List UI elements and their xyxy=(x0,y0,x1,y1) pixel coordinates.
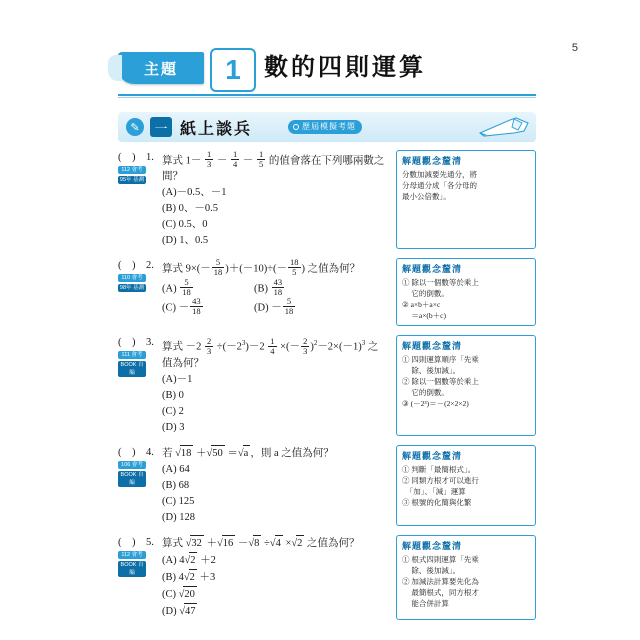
option-list xyxy=(162,552,386,620)
option-item[interactable]: (C) √20 xyxy=(162,586,386,603)
option-row xyxy=(162,278,386,297)
option-item[interactable]: (C) 125 xyxy=(162,496,195,508)
question-item xyxy=(118,150,386,249)
question-text: 算式 9×(－ $\frac{5}{18}$ )＋(－10)÷(－ $\frac{18}{5}$ ) 之值為何？ xyxy=(162,257,361,278)
section-badge: 一 xyxy=(150,117,172,137)
question-tags xyxy=(118,461,152,489)
option-item[interactable]: (D) 3 xyxy=(162,421,185,433)
note-line: ② a×b＋a×c xyxy=(402,300,441,309)
question-item xyxy=(118,535,386,620)
concept-note xyxy=(396,335,536,436)
question-number: 2. xyxy=(146,260,154,272)
question-list xyxy=(118,150,386,629)
option-list xyxy=(162,185,386,249)
exam-tag: 110 會考 xyxy=(118,274,146,282)
option-item[interactable]: (D) － $\frac{5}{18}$ xyxy=(254,296,294,317)
question-tags xyxy=(118,351,152,379)
note-line: 除、後加減」。 xyxy=(402,366,461,375)
note-line: 它的倒數。 xyxy=(402,289,449,298)
option-item[interactable]: (A)－0.5、－1 xyxy=(162,187,227,199)
option-item[interactable]: (A) 64 xyxy=(162,464,190,476)
answer-blank[interactable]: ( ) xyxy=(118,260,136,272)
option-item[interactable]: (B) $\frac{43}{18}$ xyxy=(254,276,283,297)
note-line: 最小公倍數」。 xyxy=(402,192,451,201)
note-line: ＝a×(b＋c) xyxy=(402,311,447,320)
question-head xyxy=(118,335,386,372)
question-item xyxy=(118,445,386,526)
note-title: 解題觀念釐清 xyxy=(402,264,463,274)
exam-tag: 106 會考 xyxy=(118,461,146,469)
question-number: 1. xyxy=(146,152,154,163)
option-item[interactable]: (C) 2 xyxy=(162,405,184,417)
exam-tag: BOOK 自編 xyxy=(118,361,146,377)
note-title: 解題觀念釐清 xyxy=(402,156,463,166)
note-line: 除、後加減」。 xyxy=(402,566,461,575)
question-text: 若 √18 ＋√50 ＝√a ，則 a 之值為何？ xyxy=(162,445,386,462)
concept-note xyxy=(396,445,536,526)
option-item[interactable]: (D) 1、0.5 xyxy=(162,235,209,247)
option-list xyxy=(162,372,386,436)
concept-note xyxy=(396,535,536,620)
chapter-title: 數的四則運算 xyxy=(264,55,426,81)
answer-blank[interactable]: ( ) xyxy=(118,152,136,163)
note-line: ① 判斷「最簡根式」。 xyxy=(402,465,476,474)
option-list xyxy=(162,462,386,526)
note-line: 它的倒數。 xyxy=(402,388,449,397)
page-number: 5 xyxy=(571,42,578,54)
question-text: 算式 －2 $\frac{2}{3}$ $\div(-2^3)-2$ $\frac{1}{4}$ ×(－ $\frac{2}{3}$ )$^2-2\times(-1)^3$ 之值為何？ xyxy=(162,335,379,369)
question-item xyxy=(118,335,386,436)
note-line: ① 除以一個數等於乘上 xyxy=(402,278,479,287)
question-head xyxy=(118,445,386,462)
note-line: ③ (－2³)＝－(2×2×2) xyxy=(402,399,469,408)
clock-icon: ✎ xyxy=(126,118,144,136)
option-item[interactable]: (A) 4√2 ＋2 xyxy=(162,552,386,569)
option-item[interactable]: (B) 0、－0.5 xyxy=(162,203,218,215)
question-text: 算式 1－ $\frac{1}{3}$ － $\frac{1}{4}$ － $\frac{1}{5}$ 的值會落在下列哪兩數之間？ xyxy=(162,149,385,183)
question-tags xyxy=(118,551,152,579)
exam-source-pill: 歷屆模擬考題 xyxy=(288,120,362,134)
question-item xyxy=(118,258,386,326)
note-line: ② 除以一個數等於乘上 xyxy=(402,377,479,386)
note-line: 分母通分成「各分母的 xyxy=(402,181,477,190)
note-line: ① 根式四則運算「先乘 xyxy=(402,555,479,564)
section-title: 紙上談兵 xyxy=(180,121,253,138)
answer-blank[interactable]: ( ) xyxy=(118,537,136,549)
note-title: 解題觀念釐清 xyxy=(402,541,463,551)
chapter-number: 1 xyxy=(210,48,256,92)
pen-icon xyxy=(476,114,530,140)
question-tags xyxy=(118,166,152,186)
option-item[interactable]: (A) $\frac{5}{18}$ xyxy=(162,276,191,297)
note-line: ② 加減法計算要先化為 xyxy=(402,577,479,586)
exam-tag: 111 會考 xyxy=(118,351,146,359)
option-item[interactable]: (D) 128 xyxy=(162,512,195,524)
note-title: 解題觀念釐清 xyxy=(402,341,463,351)
note-line: 能合併計算 xyxy=(402,599,449,608)
note-line: 分數加減要先通分，將 xyxy=(402,170,477,179)
option-item[interactable]: (D) √47 xyxy=(162,603,386,620)
question-number: 4. xyxy=(146,447,154,459)
option-item[interactable]: (C) 0.5、0 xyxy=(162,219,208,231)
concept-note xyxy=(396,258,536,326)
option-list xyxy=(162,278,386,317)
option-item[interactable]: (C) － $\frac{43}{18}$ xyxy=(162,296,201,317)
exam-tag: BOOK 自編 xyxy=(118,561,146,577)
concept-note xyxy=(396,150,536,249)
note-line: ③ 根號的化簡與化繁 xyxy=(402,498,472,507)
question-text: 算式 √32 ＋√16 －√8 ÷√4 ×√2 之值為何？ xyxy=(162,535,386,552)
note-line: 最簡根式，同方根才 xyxy=(402,588,479,597)
option-row xyxy=(162,297,386,316)
chapter-tag-label: 主題 xyxy=(118,52,204,84)
note-line: ① 四則運算順序「先乘 xyxy=(402,355,479,364)
chapter-header xyxy=(118,48,536,90)
option-item[interactable]: (B) 0 xyxy=(162,389,184,401)
exam-tag: 98年 基測 xyxy=(119,285,145,292)
option-item[interactable]: (A)－1 xyxy=(162,373,193,385)
section-band xyxy=(118,112,536,142)
exam-tag: 112 會考 xyxy=(118,166,146,174)
option-item[interactable]: (B) 68 xyxy=(162,480,190,492)
question-number: 3. xyxy=(146,337,154,349)
question-tags xyxy=(118,274,152,294)
answer-blank[interactable]: ( ) xyxy=(118,447,136,459)
note-title: 解題觀念釐清 xyxy=(402,451,463,461)
option-item[interactable]: (B) 4√2 ＋3 xyxy=(162,569,386,586)
question-head xyxy=(118,258,386,277)
exam-tag: BOOK 自編 xyxy=(118,471,146,487)
note-list xyxy=(396,150,536,629)
exam-tag: 95年 基測 xyxy=(119,177,145,183)
question-head xyxy=(118,535,386,552)
header-divider xyxy=(118,94,536,96)
question-number: 5. xyxy=(146,537,154,549)
exam-tag: 112 會考 xyxy=(118,551,146,559)
answer-blank[interactable]: ( ) xyxy=(118,337,136,349)
note-line: ② 同類方根才可以進行 xyxy=(402,476,479,485)
note-line: 「加」、「減」運算 xyxy=(402,487,466,496)
question-head xyxy=(118,150,386,185)
